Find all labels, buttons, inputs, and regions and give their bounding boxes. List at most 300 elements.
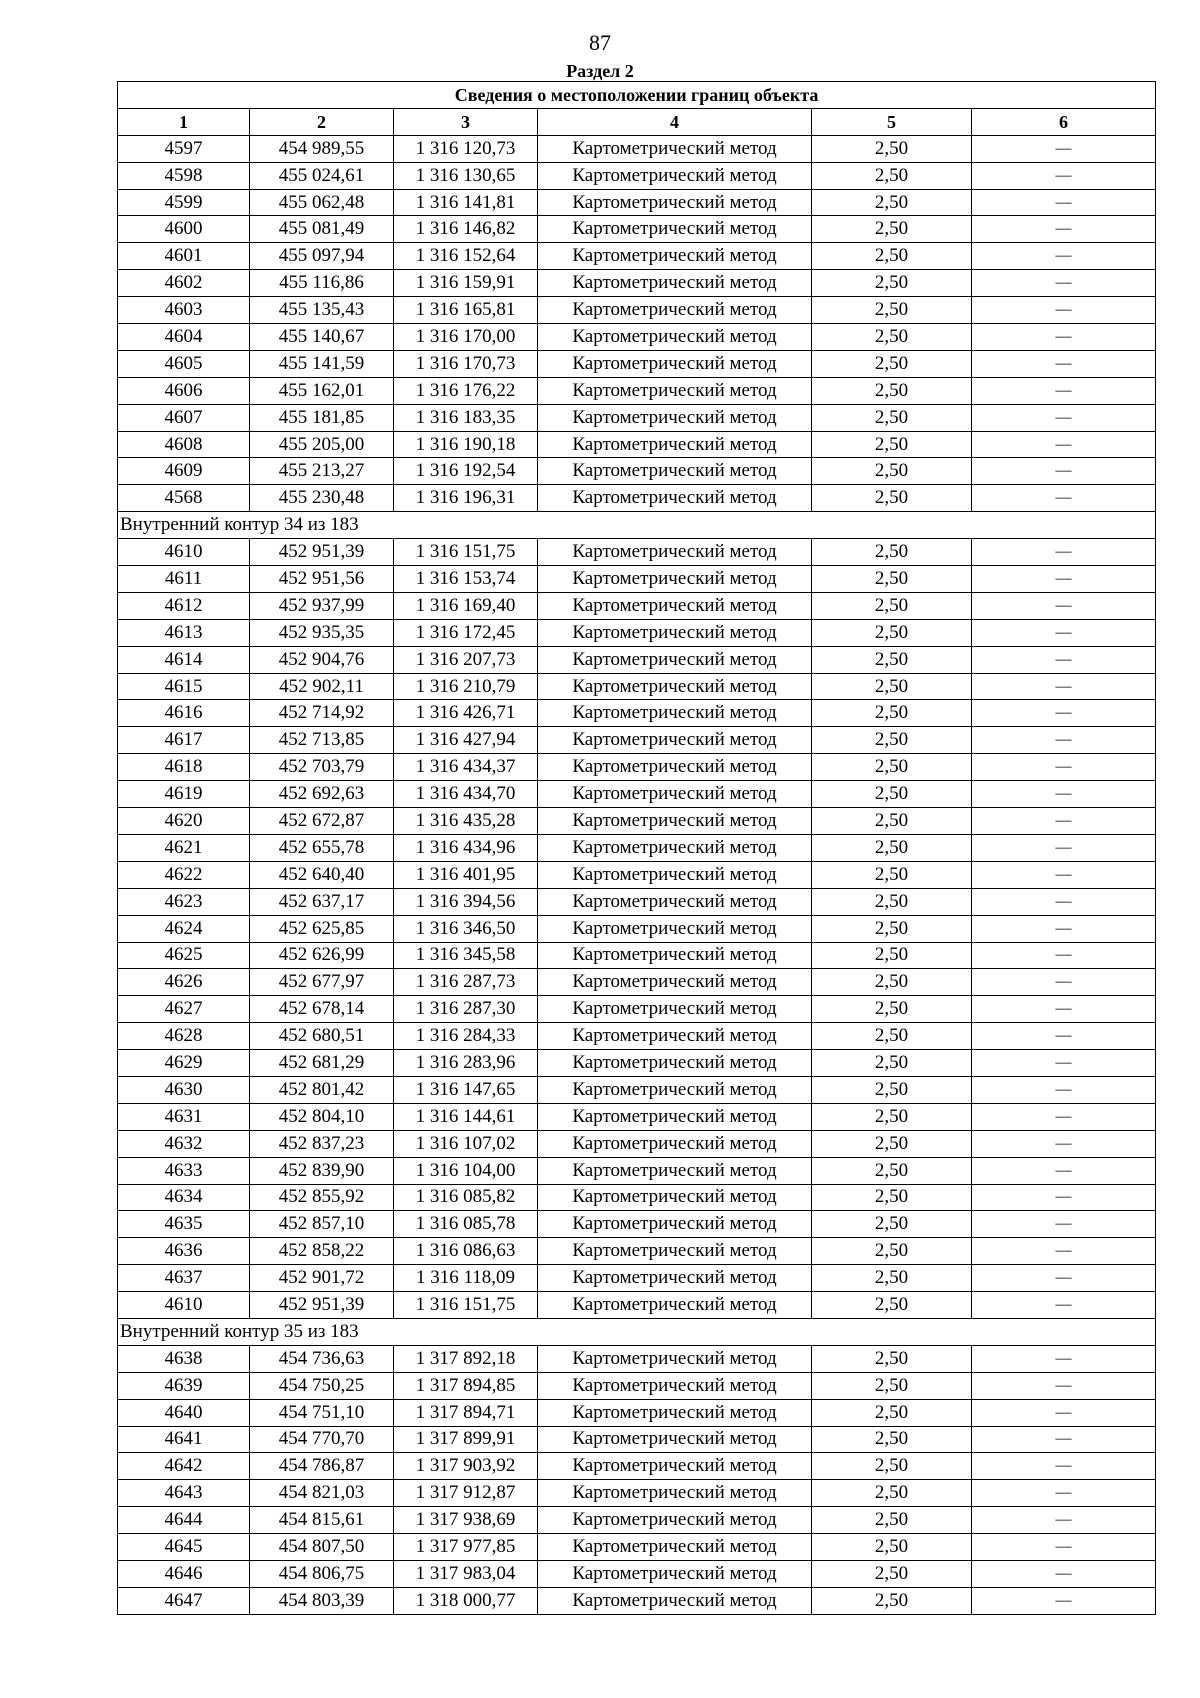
accuracy-cell: 2,50: [812, 942, 972, 969]
point-number-cell: 4614: [118, 646, 250, 673]
table-row: [118, 942, 1156, 969]
description-cell: —: [972, 1345, 1156, 1372]
x-coordinate-cell: 452 626,99: [250, 942, 394, 969]
table-row: [118, 646, 1156, 673]
method-cell: Картометрический метод: [538, 350, 812, 377]
y-coordinate-cell: 1 316 287,30: [394, 996, 538, 1023]
point-number-cell: 4618: [118, 754, 250, 781]
description-cell: —: [972, 350, 1156, 377]
description-cell: —: [972, 888, 1156, 915]
description-cell: —: [972, 485, 1156, 512]
table-row: [118, 1534, 1156, 1561]
description-cell: —: [972, 377, 1156, 404]
table-row: [118, 458, 1156, 485]
contour-label: Внутренний контур 34 из 183: [118, 512, 1156, 539]
page-number: 87: [589, 30, 611, 55]
accuracy-cell: 2,50: [812, 350, 972, 377]
description-cell: —: [972, 162, 1156, 189]
table-row: [118, 1292, 1156, 1319]
x-coordinate-cell: 455 024,61: [250, 162, 394, 189]
point-number-cell: 4631: [118, 1103, 250, 1130]
description-cell: —: [972, 1587, 1156, 1614]
accuracy-cell: 2,50: [812, 1292, 972, 1319]
point-number-cell: 4602: [118, 270, 250, 297]
description-cell: —: [972, 700, 1156, 727]
description-cell: —: [972, 1130, 1156, 1157]
table-caption-row: [118, 82, 1156, 109]
method-cell: Картометрический метод: [538, 1480, 812, 1507]
column-header: 2: [250, 108, 394, 135]
x-coordinate-cell: 452 839,90: [250, 1157, 394, 1184]
method-cell: Картометрический метод: [538, 727, 812, 754]
y-coordinate-cell: 1 316 401,95: [394, 861, 538, 888]
x-coordinate-cell: 452 904,76: [250, 646, 394, 673]
accuracy-cell: 2,50: [812, 1076, 972, 1103]
contour-header-row: [118, 512, 1156, 539]
method-cell: Картометрический метод: [538, 566, 812, 593]
point-number-cell: 4609: [118, 458, 250, 485]
point-number-cell: 4612: [118, 592, 250, 619]
accuracy-cell: 2,50: [812, 458, 972, 485]
accuracy-cell: 2,50: [812, 1399, 972, 1426]
method-cell: Картометрический метод: [538, 1426, 812, 1453]
description-cell: —: [972, 915, 1156, 942]
point-number-cell: 4628: [118, 1023, 250, 1050]
x-coordinate-cell: 452 855,92: [250, 1184, 394, 1211]
y-coordinate-cell: 1 316 287,73: [394, 969, 538, 996]
method-cell: Картометрический метод: [538, 781, 812, 808]
description-cell: —: [972, 754, 1156, 781]
table-row: [118, 1211, 1156, 1238]
x-coordinate-cell: 455 181,85: [250, 404, 394, 431]
table-row: [118, 566, 1156, 593]
point-number-cell: 4639: [118, 1372, 250, 1399]
point-number-cell: 4647: [118, 1587, 250, 1614]
column-header-row: [118, 108, 1156, 135]
description-cell: —: [972, 1265, 1156, 1292]
description-cell: —: [972, 1023, 1156, 1050]
method-cell: Картометрический метод: [538, 861, 812, 888]
method-cell: Картометрический метод: [538, 1345, 812, 1372]
table-row: [118, 888, 1156, 915]
description-cell: —: [972, 969, 1156, 996]
y-coordinate-cell: 1 316 165,81: [394, 297, 538, 324]
x-coordinate-cell: 452 937,99: [250, 592, 394, 619]
description-cell: —: [972, 458, 1156, 485]
point-number-cell: 4604: [118, 324, 250, 351]
y-coordinate-cell: 1 316 153,74: [394, 566, 538, 593]
accuracy-cell: 2,50: [812, 1184, 972, 1211]
description-cell: —: [972, 297, 1156, 324]
description-cell: —: [972, 1157, 1156, 1184]
accuracy-cell: 2,50: [812, 673, 972, 700]
x-coordinate-cell: 452 692,63: [250, 781, 394, 808]
table-caption: Сведения о местоположении границ объекта: [118, 82, 1156, 109]
x-coordinate-cell: 452 951,56: [250, 566, 394, 593]
point-number-cell: 4635: [118, 1211, 250, 1238]
y-coordinate-cell: 1 317 894,71: [394, 1399, 538, 1426]
accuracy-cell: 2,50: [812, 915, 972, 942]
y-coordinate-cell: 1 316 183,35: [394, 404, 538, 431]
table-row: [118, 1507, 1156, 1534]
table-row: [118, 270, 1156, 297]
table-row: [118, 1265, 1156, 1292]
point-number-cell: 4644: [118, 1507, 250, 1534]
accuracy-cell: 2,50: [812, 324, 972, 351]
table-row: [118, 485, 1156, 512]
point-number-cell: 4646: [118, 1560, 250, 1587]
point-number-cell: 4627: [118, 996, 250, 1023]
column-header: 6: [972, 108, 1156, 135]
method-cell: Картометрический метод: [538, 1587, 812, 1614]
x-coordinate-cell: 452 681,29: [250, 1050, 394, 1077]
description-cell: —: [972, 673, 1156, 700]
y-coordinate-cell: 1 316 435,28: [394, 808, 538, 835]
table-row: [118, 969, 1156, 996]
accuracy-cell: 2,50: [812, 162, 972, 189]
y-coordinate-cell: 1 316 107,02: [394, 1130, 538, 1157]
method-cell: Картометрический метод: [538, 1265, 812, 1292]
x-coordinate-cell: 452 640,40: [250, 861, 394, 888]
description-cell: —: [972, 834, 1156, 861]
x-coordinate-cell: 455 205,00: [250, 431, 394, 458]
x-coordinate-cell: 455 135,43: [250, 297, 394, 324]
y-coordinate-cell: 1 316 196,31: [394, 485, 538, 512]
method-cell: Картометрический метод: [538, 1534, 812, 1561]
x-coordinate-cell: 452 714,92: [250, 700, 394, 727]
accuracy-cell: 2,50: [812, 646, 972, 673]
method-cell: Картометрический метод: [538, 1050, 812, 1077]
description-cell: —: [972, 646, 1156, 673]
x-coordinate-cell: 455 097,94: [250, 243, 394, 270]
method-cell: Картометрический метод: [538, 1453, 812, 1480]
point-number-cell: 4617: [118, 727, 250, 754]
y-coordinate-cell: 1 316 192,54: [394, 458, 538, 485]
table-row: [118, 377, 1156, 404]
description-cell: —: [972, 996, 1156, 1023]
table-row: [118, 1130, 1156, 1157]
table-row: [118, 189, 1156, 216]
point-number-cell: 4624: [118, 915, 250, 942]
description-cell: —: [972, 539, 1156, 566]
accuracy-cell: 2,50: [812, 861, 972, 888]
table-body: [118, 135, 1156, 1614]
description-cell: —: [972, 404, 1156, 431]
table-row: [118, 754, 1156, 781]
table-row: [118, 297, 1156, 324]
table-row: [118, 808, 1156, 835]
method-cell: Картометрический метод: [538, 1130, 812, 1157]
description-cell: —: [972, 324, 1156, 351]
method-cell: Картометрический метод: [538, 270, 812, 297]
y-coordinate-cell: 1 316 151,75: [394, 1292, 538, 1319]
method-cell: Картометрический метод: [538, 1238, 812, 1265]
description-cell: —: [972, 1480, 1156, 1507]
accuracy-cell: 2,50: [812, 1050, 972, 1077]
method-cell: Картометрический метод: [538, 969, 812, 996]
table-row: [118, 781, 1156, 808]
x-coordinate-cell: 455 162,01: [250, 377, 394, 404]
accuracy-cell: 2,50: [812, 1238, 972, 1265]
accuracy-cell: 2,50: [812, 270, 972, 297]
point-number-cell: 4611: [118, 566, 250, 593]
table-row: [118, 619, 1156, 646]
method-cell: Картометрический метод: [538, 1076, 812, 1103]
method-cell: Картометрический метод: [538, 1184, 812, 1211]
y-coordinate-cell: 1 316 151,75: [394, 539, 538, 566]
x-coordinate-cell: 452 951,39: [250, 1292, 394, 1319]
table-row: [118, 1103, 1156, 1130]
point-number-cell: 4620: [118, 808, 250, 835]
point-number-cell: 4623: [118, 888, 250, 915]
table-row: [118, 915, 1156, 942]
column-header: 5: [812, 108, 972, 135]
method-cell: Картометрический метод: [538, 1507, 812, 1534]
accuracy-cell: 2,50: [812, 431, 972, 458]
x-coordinate-cell: 455 213,27: [250, 458, 394, 485]
table-row: [118, 1453, 1156, 1480]
y-coordinate-cell: 1 316 346,50: [394, 915, 538, 942]
y-coordinate-cell: 1 316 104,00: [394, 1157, 538, 1184]
point-number-cell: 4626: [118, 969, 250, 996]
x-coordinate-cell: 454 786,87: [250, 1453, 394, 1480]
x-coordinate-cell: 454 821,03: [250, 1480, 394, 1507]
description-cell: —: [972, 270, 1156, 297]
method-cell: Картометрический метод: [538, 1103, 812, 1130]
table-row: [118, 1426, 1156, 1453]
method-cell: Картометрический метод: [538, 431, 812, 458]
point-number-cell: 4625: [118, 942, 250, 969]
point-number-cell: 4642: [118, 1453, 250, 1480]
accuracy-cell: 2,50: [812, 1453, 972, 1480]
table-row: [118, 162, 1156, 189]
y-coordinate-cell: 1 316 283,96: [394, 1050, 538, 1077]
method-cell: Картометрический метод: [538, 485, 812, 512]
description-cell: —: [972, 1399, 1156, 1426]
x-coordinate-cell: 454 770,70: [250, 1426, 394, 1453]
accuracy-cell: 2,50: [812, 888, 972, 915]
column-header: 3: [394, 108, 538, 135]
accuracy-cell: 2,50: [812, 216, 972, 243]
description-cell: —: [972, 1372, 1156, 1399]
method-cell: Картометрический метод: [538, 216, 812, 243]
description-cell: —: [972, 1426, 1156, 1453]
accuracy-cell: 2,50: [812, 727, 972, 754]
description-cell: —: [972, 619, 1156, 646]
accuracy-cell: 2,50: [812, 1345, 972, 1372]
point-number-cell: 4607: [118, 404, 250, 431]
x-coordinate-cell: 452 902,11: [250, 673, 394, 700]
method-cell: Картометрический метод: [538, 834, 812, 861]
point-number-cell: 4613: [118, 619, 250, 646]
description-cell: —: [972, 566, 1156, 593]
x-coordinate-cell: 452 677,97: [250, 969, 394, 996]
accuracy-cell: 2,50: [812, 189, 972, 216]
method-cell: Картометрический метод: [538, 297, 812, 324]
description-cell: —: [972, 1534, 1156, 1561]
method-cell: Картометрический метод: [538, 404, 812, 431]
point-number-cell: 4636: [118, 1238, 250, 1265]
y-coordinate-cell: 1 316 284,33: [394, 1023, 538, 1050]
x-coordinate-cell: 454 989,55: [250, 135, 394, 162]
method-cell: Картометрический метод: [538, 324, 812, 351]
y-coordinate-cell: 1 318 000,77: [394, 1587, 538, 1614]
point-number-cell: 4645: [118, 1534, 250, 1561]
method-cell: Картометрический метод: [538, 942, 812, 969]
point-number-cell: 4632: [118, 1130, 250, 1157]
x-coordinate-cell: 452 655,78: [250, 834, 394, 861]
table-row: [118, 1399, 1156, 1426]
accuracy-cell: 2,50: [812, 619, 972, 646]
point-number-cell: 4629: [118, 1050, 250, 1077]
x-coordinate-cell: 454 807,50: [250, 1534, 394, 1561]
description-cell: —: [972, 1211, 1156, 1238]
method-cell: Картометрический метод: [538, 700, 812, 727]
description-cell: —: [972, 1560, 1156, 1587]
y-coordinate-cell: 1 316 207,73: [394, 646, 538, 673]
x-coordinate-cell: 452 858,22: [250, 1238, 394, 1265]
point-number-cell: 4640: [118, 1399, 250, 1426]
accuracy-cell: 2,50: [812, 243, 972, 270]
x-coordinate-cell: 454 736,63: [250, 1345, 394, 1372]
description-cell: —: [972, 243, 1156, 270]
description-cell: —: [972, 781, 1156, 808]
x-coordinate-cell: 454 803,39: [250, 1587, 394, 1614]
y-coordinate-cell: 1 316 434,70: [394, 781, 538, 808]
x-coordinate-cell: 452 703,79: [250, 754, 394, 781]
y-coordinate-cell: 1 316 152,64: [394, 243, 538, 270]
method-cell: Картометрический метод: [538, 915, 812, 942]
method-cell: Картометрический метод: [538, 646, 812, 673]
description-cell: —: [972, 808, 1156, 835]
method-cell: Картометрический метод: [538, 1372, 812, 1399]
accuracy-cell: 2,50: [812, 1157, 972, 1184]
y-coordinate-cell: 1 316 170,73: [394, 350, 538, 377]
table-row: [118, 861, 1156, 888]
description-cell: —: [972, 1076, 1156, 1103]
table-row: [118, 592, 1156, 619]
accuracy-cell: 2,50: [812, 996, 972, 1023]
y-coordinate-cell: 1 316 146,82: [394, 216, 538, 243]
y-coordinate-cell: 1 316 176,22: [394, 377, 538, 404]
accuracy-cell: 2,50: [812, 539, 972, 566]
y-coordinate-cell: 1 316 144,61: [394, 1103, 538, 1130]
table-row: [118, 431, 1156, 458]
method-cell: Картометрический метод: [538, 996, 812, 1023]
description-cell: —: [972, 592, 1156, 619]
description-cell: —: [972, 135, 1156, 162]
x-coordinate-cell: 455 141,59: [250, 350, 394, 377]
x-coordinate-cell: 452 837,23: [250, 1130, 394, 1157]
point-number-cell: 4606: [118, 377, 250, 404]
table-row: [118, 1050, 1156, 1077]
accuracy-cell: 2,50: [812, 592, 972, 619]
accuracy-cell: 2,50: [812, 1480, 972, 1507]
table-row: [118, 1238, 1156, 1265]
accuracy-cell: 2,50: [812, 1587, 972, 1614]
y-coordinate-cell: 1 316 120,73: [394, 135, 538, 162]
x-coordinate-cell: 452 935,35: [250, 619, 394, 646]
y-coordinate-cell: 1 317 977,85: [394, 1534, 538, 1561]
y-coordinate-cell: 1 316 434,37: [394, 754, 538, 781]
table-row: [118, 1157, 1156, 1184]
accuracy-cell: 2,50: [812, 754, 972, 781]
x-coordinate-cell: 455 230,48: [250, 485, 394, 512]
y-coordinate-cell: 1 316 426,71: [394, 700, 538, 727]
y-coordinate-cell: 1 316 169,40: [394, 592, 538, 619]
y-coordinate-cell: 1 316 085,82: [394, 1184, 538, 1211]
method-cell: Картометрический метод: [538, 162, 812, 189]
table-row: [118, 216, 1156, 243]
accuracy-cell: 2,50: [812, 1426, 972, 1453]
description-cell: —: [972, 942, 1156, 969]
table-row: [118, 1076, 1156, 1103]
y-coordinate-cell: 1 316 427,94: [394, 727, 538, 754]
x-coordinate-cell: 452 713,85: [250, 727, 394, 754]
y-coordinate-cell: 1 316 085,78: [394, 1211, 538, 1238]
table-row: [118, 1480, 1156, 1507]
y-coordinate-cell: 1 316 172,45: [394, 619, 538, 646]
x-coordinate-cell: 455 116,86: [250, 270, 394, 297]
table-row: [118, 1184, 1156, 1211]
x-coordinate-cell: 454 751,10: [250, 1399, 394, 1426]
point-number-cell: 4603: [118, 297, 250, 324]
contour-label: Внутренний контур 35 из 183: [118, 1318, 1156, 1345]
table-row: [118, 834, 1156, 861]
accuracy-cell: 2,50: [812, 1130, 972, 1157]
point-number-cell: 4598: [118, 162, 250, 189]
y-coordinate-cell: 1 316 434,96: [394, 834, 538, 861]
point-number-cell: 4600: [118, 216, 250, 243]
method-cell: Картометрический метод: [538, 888, 812, 915]
method-cell: Картометрический метод: [538, 1399, 812, 1426]
description-cell: —: [972, 216, 1156, 243]
method-cell: Картометрический метод: [538, 1157, 812, 1184]
y-coordinate-cell: 1 316 147,65: [394, 1076, 538, 1103]
y-coordinate-cell: 1 316 141,81: [394, 189, 538, 216]
description-cell: —: [972, 1103, 1156, 1130]
accuracy-cell: 2,50: [812, 135, 972, 162]
table-row: [118, 1345, 1156, 1372]
description-cell: —: [972, 431, 1156, 458]
y-coordinate-cell: 1 316 118,09: [394, 1265, 538, 1292]
y-coordinate-cell: 1 317 938,69: [394, 1507, 538, 1534]
point-number-cell: 4597: [118, 135, 250, 162]
y-coordinate-cell: 1 316 345,58: [394, 942, 538, 969]
accuracy-cell: 2,50: [812, 1560, 972, 1587]
point-number-cell: 4615: [118, 673, 250, 700]
point-number-cell: 4621: [118, 834, 250, 861]
x-coordinate-cell: 452 680,51: [250, 1023, 394, 1050]
point-number-cell: 4634: [118, 1184, 250, 1211]
x-coordinate-cell: 452 857,10: [250, 1211, 394, 1238]
x-coordinate-cell: 452 625,85: [250, 915, 394, 942]
column-header: 1: [118, 108, 250, 135]
point-number-cell: 4610: [118, 539, 250, 566]
accuracy-cell: 2,50: [812, 566, 972, 593]
contour-header-row: [118, 1318, 1156, 1345]
table-row: [118, 243, 1156, 270]
accuracy-cell: 2,50: [812, 700, 972, 727]
description-cell: —: [972, 1184, 1156, 1211]
point-number-cell: 4568: [118, 485, 250, 512]
x-coordinate-cell: 455 140,67: [250, 324, 394, 351]
description-cell: —: [972, 1453, 1156, 1480]
x-coordinate-cell: 452 951,39: [250, 539, 394, 566]
method-cell: Картометрический метод: [538, 377, 812, 404]
y-coordinate-cell: 1 316 086,63: [394, 1238, 538, 1265]
x-coordinate-cell: 454 806,75: [250, 1560, 394, 1587]
